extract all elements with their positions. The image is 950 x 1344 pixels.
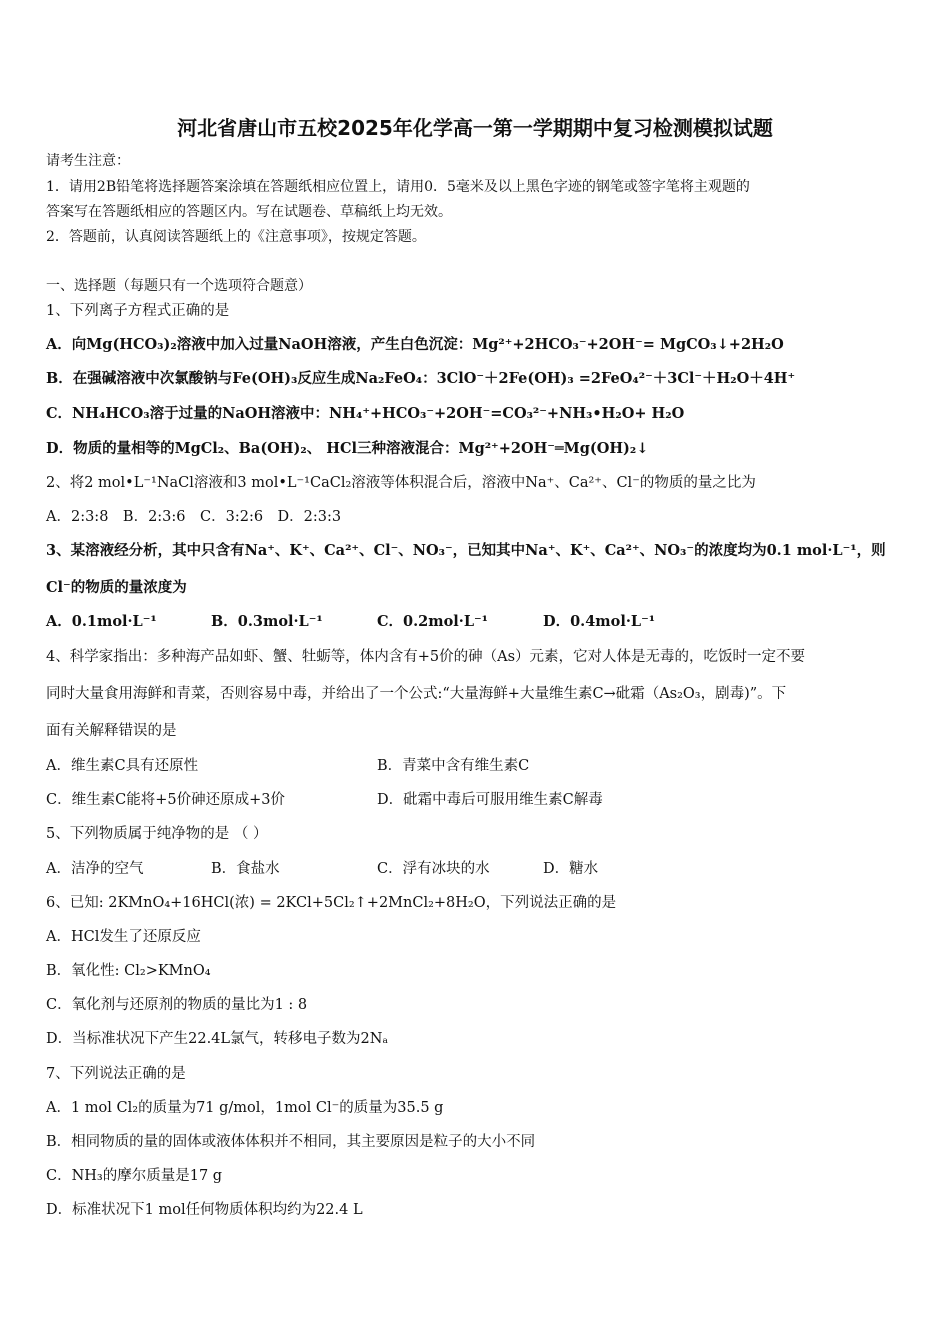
q4-stem-line2: 同时大量食用海鲜和青菜，否则容易中毒，并给出了一个公式:“大量海鲜+大量维生素C→砒霜（As₂O₃，剧毒)”。下 [46, 686, 787, 702]
q5-option-b: B．食盐水 [211, 861, 280, 877]
q2-options: A．2:3:8 B．2:3:6 C．3:2:6 D．2:3:3 [46, 509, 342, 525]
q5-stem: 5、下列物质属于纯净物的是 （ ） [46, 826, 268, 842]
q3-stem-line1: 3、某溶液经分析，其中只含有Na⁺、K⁺、Ca²⁺、Cl⁻、NO₃⁻，已知其中Na⁺、K⁺、Ca²⁺、NO₃⁻的浓度均为0.1 mol·L⁻¹，则 [46, 542, 886, 559]
notice-item-1a: 1．请用2B铅笔将选择题答案涂填在答题纸相应位置上，请用0．5毫米及以上黑色字迹的钢笔或签字笔将主观题的 [46, 179, 750, 195]
q3-stem-line2: Cl⁻的物质的量浓度为 [46, 579, 187, 596]
page-title: 河北省唐山市五校2025年化学高一第一学期期中复习检测模拟试题 [177, 116, 773, 140]
section-heading: 一、选择题（每题只有一个选项符合题意） [46, 278, 312, 294]
q5-option-c: C．浮有冰块的水 [377, 861, 490, 877]
notice-item-2: 2．答题前，认真阅读答题纸上的《注意事项》，按规定答题。 [46, 229, 426, 245]
q1-option-d: D．物质的量相等的MgCl₂、Ba(OH)₂、 HCl三种溶液混合：Mg²⁺+2OH⁻═Mg(OH)₂↓ [46, 440, 649, 457]
q7-option-a: A．1 mol Cl₂的质量为71 g/mol，1mol Cl⁻的质量为35.5 g [46, 1100, 444, 1116]
q5-option-d: D．糖水 [543, 861, 599, 877]
q7-option-d: D．标准状况下1 mol任何物质体积均约为22.4 L [46, 1202, 363, 1218]
q7-option-c: C．NH₃的摩尔质量是17 g [46, 1168, 223, 1184]
q4-option-a: A．维生素C具有还原性 [46, 758, 199, 774]
q7-option-b: B．相同物质的量的固体或液体体积并不相同，其主要原因是粒子的大小不同 [46, 1134, 536, 1150]
q2-stem: 2、将2 mol•L⁻¹NaCl溶液和3 mol•L⁻¹CaCl₂溶液等体积混合后，溶液中Na⁺、Ca²⁺、Cl⁻的物质的量之比为 [46, 475, 756, 491]
q3-option-c: C．0.2mol·L⁻¹ [377, 613, 489, 630]
q3-option-d: D．0.4mol·L⁻¹ [543, 613, 656, 630]
q4-option-b: B．青菜中含有维生素C [377, 758, 530, 774]
q1-option-a: A．向Mg(HCO₃)₂溶液中加入过量NaOH溶液，产生白色沉淀：Mg²⁺+2HCO₃⁻+2OH⁻= MgCO₃↓+2H₂O [46, 336, 784, 353]
q1-option-c: C．NH₄HCO₃溶于过量的NaOH溶液中：NH₄⁺+HCO₃⁻+2OH⁻=CO₃²⁻+NH₃•H₂O+ H₂O [46, 405, 685, 422]
notice-heading: 请考生注意： [46, 153, 130, 169]
q6-option-a: A．HCl发生了还原反应 [46, 929, 201, 945]
q4-stem-line1: 4、科学家指出：多种海产品如虾、蟹、牡蛎等，体内含有+5价的砷（As）元素，它对人体是无毒的，吃饭时一定不要 [46, 649, 806, 665]
q5-option-a: A．洁净的空气 [46, 861, 144, 877]
q4-stem-line3: 面有关解释错误的是 [46, 723, 177, 739]
q6-option-c: C．氧化剂与还原剂的物质的量比为1 : 8 [46, 997, 308, 1013]
q3-option-b: B．0.3mol·L⁻¹ [211, 613, 323, 630]
q6-option-d: D．当标准状况下产生22.4L氯气，转移电子数为2Nₐ [46, 1031, 389, 1047]
q4-option-c: C．维生素C能将+5价砷还原成+3价 [46, 792, 285, 808]
q6-stem: 6、已知: 2KMnO₄+16HCl(浓) = 2KCl+5Cl₂↑+2MnCl₂+8H₂O，下列说法正确的是 [46, 895, 617, 911]
q1-stem: 1、下列离子方程式正确的是 [46, 303, 230, 319]
notice-item-1b: 答案写在答题纸相应的答题区内。写在试题卷、草稿纸上均无效。 [46, 204, 452, 220]
q3-option-a: A．0.1mol·L⁻¹ [46, 613, 157, 630]
q7-stem: 7、下列说法正确的是 [46, 1066, 186, 1082]
q6-option-b: B．氧化性: Cl₂>KMnO₄ [46, 963, 211, 979]
q1-option-b: B．在强碱溶液中次氯酸钠与Fe(OH)₃反应生成Na₂FeO₄：3ClO⁻＋2Fe(OH)₃ =2FeO₄²⁻＋3Cl⁻＋H₂O＋4H⁺ [46, 370, 796, 387]
q4-option-d: D．砒霜中毒后可服用维生素C解毒 [377, 792, 603, 808]
